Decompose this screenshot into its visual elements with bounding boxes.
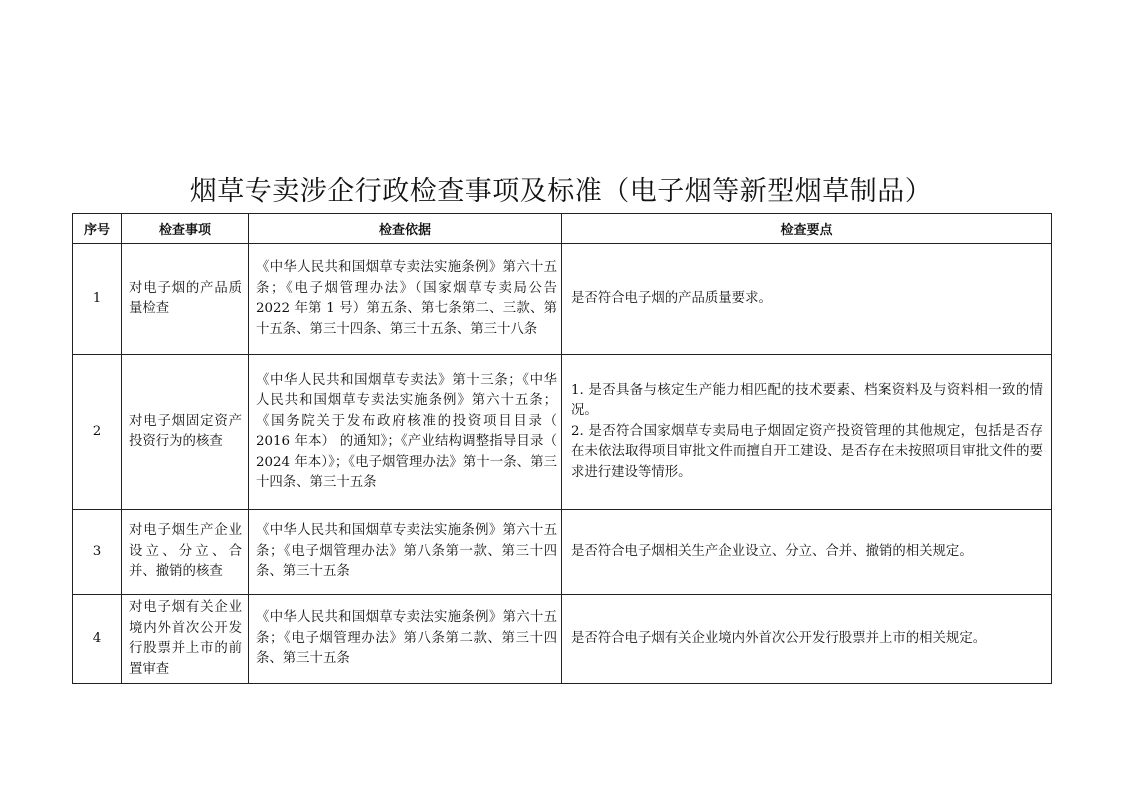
row-item: 对电子烟有关企业境内外首次公开发行股票并上市的前置审查	[122, 595, 249, 684]
row-basis: 《中华人民共和国烟草专卖法实施条例》第六十五条；《电子烟管理办法》第八条第二款、第三十四条、第三十五条	[249, 595, 562, 684]
table-row	[73, 510, 1052, 595]
check-point: 是否符合电子烟有关企业境内外首次公开发行股票并上市的相关规定。	[571, 630, 987, 646]
check-point: 1. 是否具备与核定生产能力相匹配的技术要素、档案资料及与资料相一致的情况。	[571, 382, 1043, 419]
table-row	[73, 595, 1052, 684]
row-basis: 《中华人民共和国烟草专卖法》第十三条；《中华人民共和国烟草专卖法实施条例》第六十五条；《国务院关于发布政府核准的投资项目目录（ 2016 年本） 的通知》；《产业结构调整指导目录（ 2024 年本）》；《电子烟管理办法》第十一条、第三十四条、第三十五条	[249, 355, 562, 510]
check-point: 2. 是否符合国家烟草专卖局电子烟固定资产投资管理的其他规定，包括是否存在未依法取得项目审批文件而擅自开工建设、是否存在未按照项目审批文件的要求进行建设等情形。	[571, 423, 1043, 480]
page-title: 烟草专卖涉企行政检查事项及标准（电子烟等新型烟草制品）	[189, 176, 933, 207]
header-index: 序号	[73, 214, 122, 244]
row-index: 1	[73, 244, 122, 355]
row-item: 对电子烟固定资产投资行为的核查	[122, 355, 249, 510]
header-basis: 检查依据	[249, 214, 562, 244]
row-index: 3	[73, 510, 122, 595]
row-index: 2	[73, 355, 122, 510]
row-basis: 《中华人民共和国烟草专卖法实施条例》第六十五条；《电子烟管理办法》（国家烟草专卖局公告 2022 年第 1 号）第五条、第七条第二、三款、第十五条、第三十四条、第三十五条、第三十八条	[249, 244, 562, 355]
row-points	[562, 355, 1052, 510]
check-point: 是否符合电子烟相关生产企业设立、分立、合并、撤销的相关规定。	[571, 543, 973, 559]
table-row	[73, 244, 1052, 355]
table-header-row	[73, 214, 1052, 244]
inspection-table	[72, 213, 1052, 684]
row-item: 对电子烟生产企业设立、分立、合并、撤销的核查	[122, 510, 249, 595]
row-basis: 《中华人民共和国烟草专卖法实施条例》第六十五条；《电子烟管理办法》第八条第一款、第三十四条、第三十五条	[249, 510, 562, 595]
header-item: 检查事项	[122, 214, 249, 244]
table-row	[73, 355, 1052, 510]
row-points	[562, 244, 1052, 355]
header-points: 检查要点	[562, 214, 1052, 244]
row-index: 4	[73, 595, 122, 684]
check-point: 是否符合电子烟的产品质量要求。	[571, 290, 772, 306]
row-item: 对电子烟的产品质量检查	[122, 244, 249, 355]
row-points	[562, 510, 1052, 595]
row-points	[562, 595, 1052, 684]
